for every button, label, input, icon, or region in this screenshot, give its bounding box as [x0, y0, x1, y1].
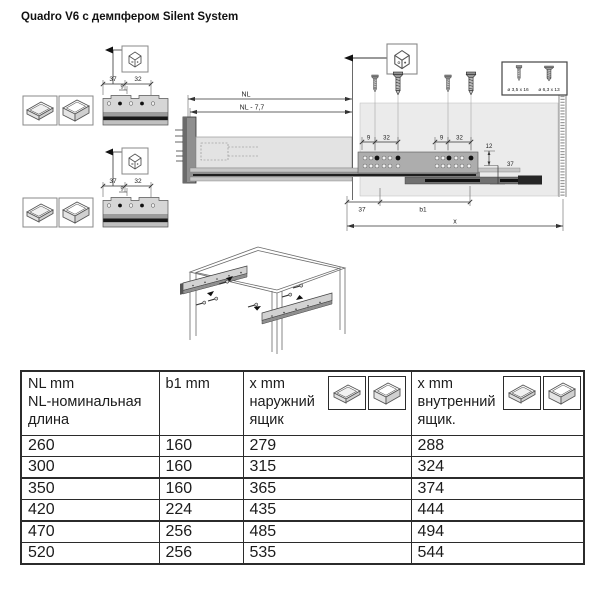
- table-cell: 256: [159, 543, 243, 565]
- dimensions-table: [20, 370, 585, 565]
- table-cell: 350: [21, 478, 159, 500]
- table-cell: 256: [159, 521, 243, 543]
- svg-text:37: 37: [507, 162, 514, 168]
- svg-text:ø 6,3 x 13: ø 6,3 x 13: [538, 88, 560, 93]
- datum-arrow-icon: [105, 47, 113, 54]
- drawer-flat-icon: [328, 376, 366, 410]
- table-cell: 470: [21, 521, 159, 543]
- table-cell: 288: [411, 436, 584, 457]
- datum-arrow-icon: [344, 55, 353, 62]
- inner-drawer-icons: [503, 376, 581, 410]
- table-cell: 535: [243, 543, 411, 565]
- table-row: [21, 500, 584, 522]
- drawer-box-icon: [368, 376, 406, 410]
- table-cell: 435: [243, 500, 411, 522]
- outer-drawer-icons: [328, 376, 406, 410]
- table-cell: 279: [243, 436, 411, 457]
- table-row: [21, 478, 584, 500]
- isometric-installation-view: [180, 247, 345, 354]
- right-slide-rail: [262, 293, 332, 324]
- svg-text:NL - 7,7: NL - 7,7: [239, 104, 265, 112]
- svg-text:12: 12: [485, 144, 493, 150]
- table-cell: 224: [159, 500, 243, 522]
- table-row: [21, 457, 584, 479]
- table-cell: 544: [411, 543, 584, 565]
- table-cell: 520: [21, 543, 159, 565]
- table-row: [21, 436, 584, 457]
- table-cell: 315: [243, 457, 411, 479]
- svg-text:37: 37: [358, 206, 366, 214]
- page-title: Quadro V6 с демпфером Silent System: [21, 11, 239, 23]
- table-cell: 260: [21, 436, 159, 457]
- svg-text:32: 32: [383, 135, 390, 142]
- rail-profile: [103, 96, 168, 126]
- svg-text:37: 37: [109, 76, 117, 83]
- table-cell: 374: [411, 478, 584, 500]
- svg-text:NL: NL: [241, 91, 251, 99]
- table-row: [21, 521, 584, 543]
- svg-text:32: 32: [456, 135, 463, 142]
- cross-section-detail: [23, 46, 168, 125]
- cross-section-detail-bottom: [23, 148, 168, 227]
- table-cell: 160: [159, 457, 243, 479]
- table-cell: 420: [21, 500, 159, 522]
- table-cell: 300: [21, 457, 159, 479]
- svg-text:b1: b1: [419, 206, 427, 214]
- table-cell: 494: [411, 521, 584, 543]
- table-row: [21, 543, 584, 565]
- svg-text:ø 3,5 x 16: ø 3,5 x 16: [507, 88, 529, 93]
- svg-text:9: 9: [120, 84, 124, 91]
- svg-text:9: 9: [366, 135, 371, 142]
- drawer-type-icons: [23, 96, 93, 125]
- header-outer-drawer: x mm наружний ящик: [243, 371, 411, 436]
- table-cell: 365: [243, 478, 411, 500]
- svg-text:x: x: [453, 218, 457, 226]
- svg-text:9: 9: [439, 135, 444, 142]
- header-inner-drawer: x mm внутренний ящик.: [411, 371, 584, 436]
- header-nominal-length: NL mm NL-номинальная длина: [21, 371, 159, 436]
- table-cell: 160: [159, 436, 243, 457]
- svg-text:32: 32: [134, 76, 142, 83]
- table-cell: 485: [243, 521, 411, 543]
- table-cell: 160: [159, 478, 243, 500]
- header-b1: b1 mm: [159, 371, 243, 436]
- table-cell: 444: [411, 500, 584, 522]
- drawer-box-icon: [543, 376, 581, 410]
- screw-legend: [502, 62, 567, 95]
- main-side-view: [175, 44, 567, 231]
- mounting-rail: [358, 152, 478, 173]
- table-cell: 324: [411, 457, 584, 479]
- drawer-flat-icon: [503, 376, 541, 410]
